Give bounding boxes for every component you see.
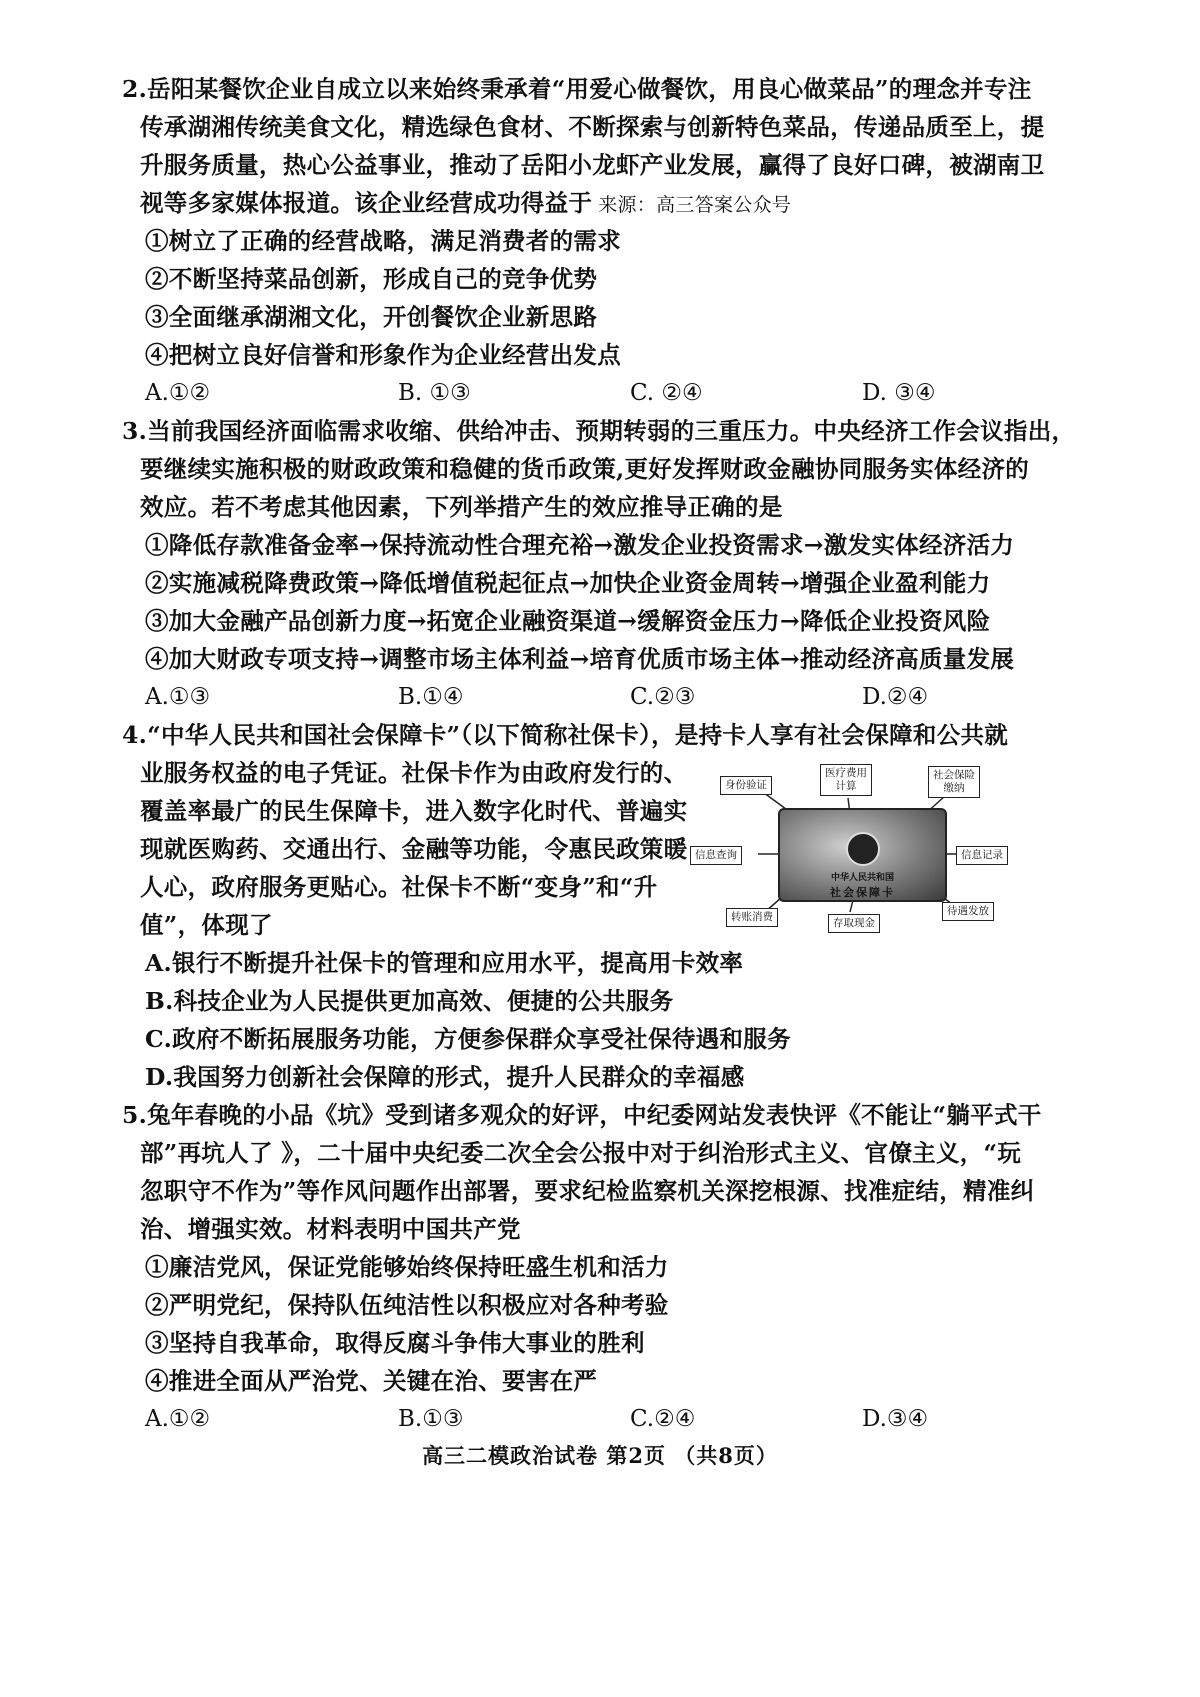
q2-stem-line-2: 传承湖湘传统美食文化，精选绿色食材、不断探索与创新特色菜品，传递品质至上，提 <box>140 113 1045 141</box>
q3-stem-line-3: 效应。若不考虑其他因素，下列举措产生的效应推导正确的是 <box>140 493 783 521</box>
q2-stem-line-1: 2.岳阳某餐饮企业自成立以来始终秉承着“用爱心做餐饮，用良心做菜品”的理念并专注 <box>122 75 1032 103</box>
q5-stem-line-2: 部”再坑人了 》，二十届中央纪委二次全会公报中对于纠治形式主义、官僚主义，“玩 <box>140 1139 1022 1167</box>
q5-item-4: ④推进全面从严治党、关键在治、要害在严 <box>145 1367 598 1395</box>
page-footer: 高三二模政治试卷 第2页 （共8页） <box>422 1443 778 1468</box>
q4-option-a[interactable]: A.银行不断提升社保卡的管理和应用水平，提高用卡效率 <box>145 949 744 977</box>
diagram-box-record: 信息记录 <box>956 846 1008 865</box>
q4-stem-line-5: 人心，政府服务更贴心。社保卡不断“变身”和“升 <box>140 873 658 901</box>
q2-option-c[interactable]: C. ②④ <box>630 380 703 406</box>
q2-option-b[interactable]: B. ①③ <box>398 380 471 406</box>
q4-option-d[interactable]: D.我国努力创新社会保障的形式，提升人民群众的幸福感 <box>145 1063 745 1091</box>
q5-item-2: ②严明党纪，保持队伍纯洁性以积极应对各种考验 <box>145 1291 669 1319</box>
q4-stem-line-6: 值”，体现了 <box>140 911 273 939</box>
q3-option-d[interactable]: D.②④ <box>862 684 929 710</box>
q4-stem-line-3: 覆盖率最广的民生保障卡，进入数字化时代、普遍实 <box>140 797 688 825</box>
diagram-box-insurance: 社会保险 缴纳 <box>928 766 980 798</box>
diagram-box-benefit: 待遇发放 <box>942 902 994 921</box>
q2-option-d[interactable]: D. ③④ <box>862 380 936 406</box>
card-issuer-text: 中华人民共和国 <box>830 873 894 883</box>
q3-item-1: ①降低存款准备金率→保持流动性合理充裕→激发企业投资需求→激发实体经济活力 <box>145 531 1015 559</box>
q3-item-2: ②实施减税降费政策→降低增值税起征点→加快企业资金周转→增强企业盈利能力 <box>145 569 991 597</box>
q5-stem-line-4: 治、增强实效。材料表明中国共产党 <box>140 1215 521 1243</box>
card-title-text: 社会保障卡 <box>830 886 895 899</box>
social-security-card-image <box>778 808 947 902</box>
q5-stem-line-3: 忽职守不作为”等作风问题作出部署，要求纪检监察机关深挖根源、找准症结，精准纠 <box>140 1177 1035 1205</box>
q3-option-b[interactable]: B.①④ <box>398 684 464 710</box>
q2-option-a[interactable]: A.①② <box>145 380 211 406</box>
diagram-box-cash: 存取现金 <box>828 914 880 933</box>
q4-stem-line-4: 现就医购药、交通出行、金融等功能，令惠民政策暖 <box>140 835 688 863</box>
q3-item-3: ③加大金融产品创新力度→拓宽企业融资渠道→缓解资金压力→降低企业投资风险 <box>145 607 991 635</box>
q4-stem-line-2: 业服务权益的电子凭证。社保卡作为由政府发行的、 <box>140 759 688 787</box>
q2-item-1: ①树立了正确的经营战略，满足消费者的需求 <box>145 227 621 255</box>
q4-option-b[interactable]: B.科技企业为人民提供更加高效、便捷的公共服务 <box>145 987 674 1015</box>
q2-item-4: ④把树立良好信誉和形象作为企业经营出发点 <box>145 341 621 369</box>
diagram-box-medical: 医疗费用 计算 <box>820 764 872 796</box>
q3-stem-line-2: 要继续实施积极的财政政策和稳健的货币政策,更好发挥财政金融协同服务实体经济的 <box>140 455 1030 483</box>
q3-stem-line-1: 3.当前我国经济面临需求收缩、供给冲击、预期转弱的三重压力。中央经济工作会议指出， <box>122 417 1076 445</box>
q5-item-1: ①廉洁党风，保证党能够始终保持旺盛生机和活力 <box>145 1253 669 1281</box>
diagram-box-identity: 身份验证 <box>720 776 772 795</box>
q2-item-2: ②不断坚持菜品创新，形成自己的竞争优势 <box>145 265 598 293</box>
q4-option-c[interactable]: C.政府不断拓展服务功能，方便参保群众享受社保待遇和服务 <box>145 1025 791 1053</box>
national-emblem-icon <box>846 832 880 866</box>
q3-item-4: ④加大财政专项支持→调整市场主体利益→培育优质市场主体→推动经济高质量发展 <box>145 645 1015 673</box>
q5-stem-line-1: 5.兔年春晚的小品《坑》受到诸多观众的好评，中纪委网站发表快评《不能让“躺平式干 <box>122 1101 1042 1129</box>
q3-option-a[interactable]: A.①③ <box>145 684 211 710</box>
q5-option-c[interactable]: C.②④ <box>630 1406 696 1432</box>
q5-option-a[interactable]: A.①② <box>145 1406 211 1432</box>
q4-stem-line-1: 4.“中华人民共和国社会保障卡”（以下简称社保卡），是持卡人享有社会保障和公共就 <box>122 721 1009 749</box>
social-security-card-diagram <box>690 762 1030 942</box>
diagram-box-query: 信息查询 <box>690 846 742 865</box>
q2-stem-line-3: 升服务质量，热心公益事业，推动了岳阳小龙虾产业发展，赢得了良好口碑，被湖南卫 <box>140 151 1045 179</box>
diagram-box-transfer: 转账消费 <box>726 908 778 927</box>
q5-item-3: ③坚持自我革命，取得反腐斗争伟大事业的胜利 <box>145 1329 645 1357</box>
q2-stem-line-4: 视等多家媒体报道。该企业经营成功得益于 来源：高三答案公众号 <box>140 189 792 217</box>
q2-item-3: ③全面继承湖湘文化，开创餐饮企业新思路 <box>145 303 598 331</box>
q5-option-b[interactable]: B.①③ <box>398 1406 464 1432</box>
source-note: 来源：高三答案公众号 <box>598 194 792 216</box>
q5-option-d[interactable]: D.③④ <box>862 1406 929 1432</box>
q3-option-c[interactable]: C.②③ <box>630 684 696 710</box>
